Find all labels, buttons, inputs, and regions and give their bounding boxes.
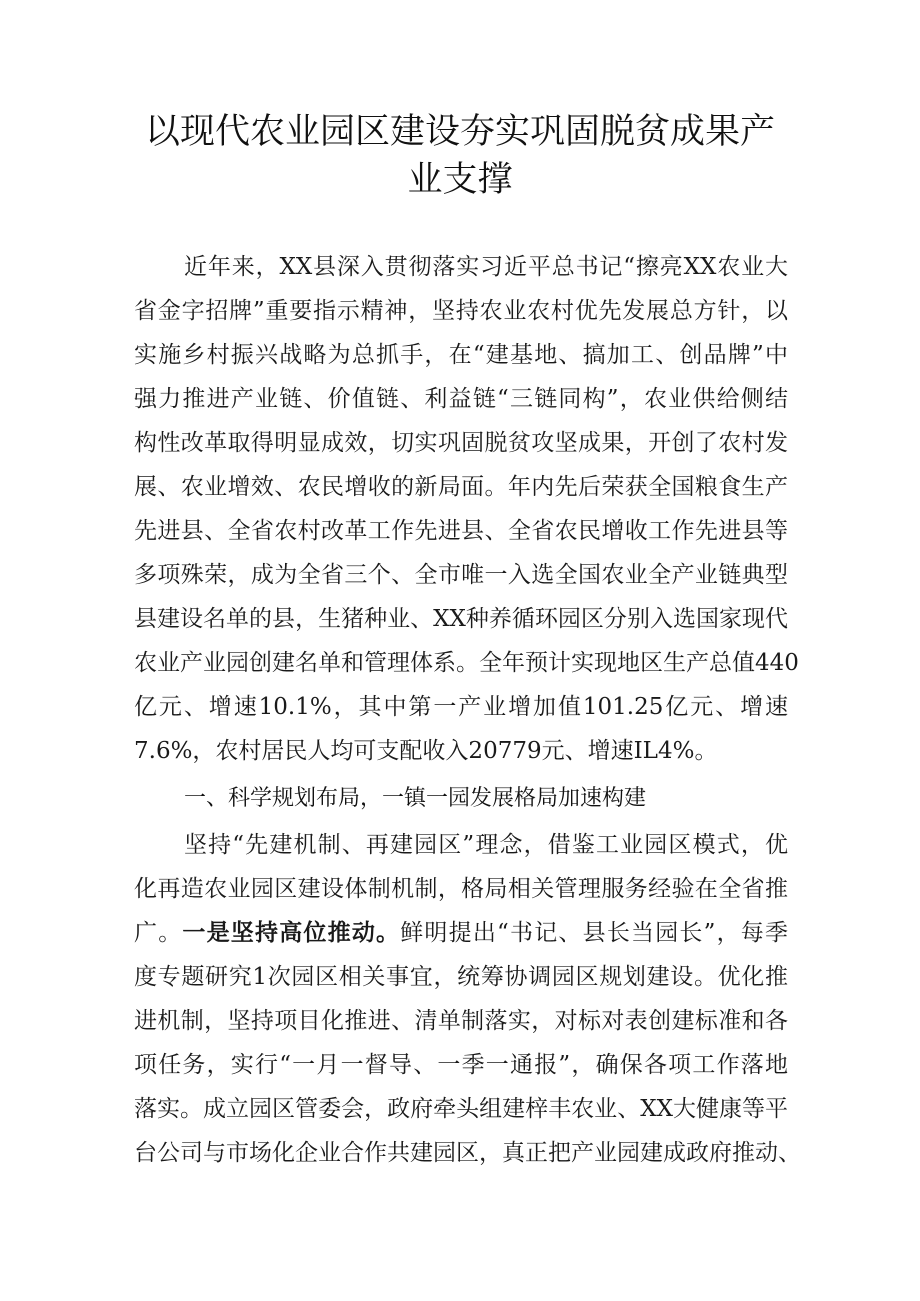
section-1-line: 度专题研究1次园区相关事宜，统筹协调园区规划建设。优化推 xyxy=(134,964,788,990)
document-title-line-2: 业支撑 xyxy=(407,160,513,200)
intro-line: 县建设名单的县，生猪种业、XX种养循环园区分别入选国家现代 xyxy=(134,606,788,632)
text-segment: 广。 xyxy=(134,920,183,946)
bold-lead-phrase: 一是坚持高位推动。 xyxy=(182,920,401,946)
intro-line: 实施乡村振兴战略为总抓手，在“建基地、搞加工、创品牌”中 xyxy=(134,342,788,368)
section-1-line: 进机制，坚持项目化推进、清单制落实，对标对表创建标准和各 xyxy=(134,1008,788,1034)
intro-line: 7.6%，农村居民人均可支配收入20779元、增速IL4%。 xyxy=(134,738,718,764)
section-1-line: 台公司与市场化企业合作共建园区，真正把产业园建成政府推动、 xyxy=(134,1140,801,1166)
text-segment: 鲜明提出“书记、县长当园长”，每季 xyxy=(400,920,788,946)
section-1-heading: 一、科学规划布局，一镇一园发展格局加速构建 xyxy=(184,786,647,811)
section-1-line: 坚持“先建机制、再建园区”理念，借鉴工业园区模式，优 xyxy=(184,832,788,858)
section-1-line: 化再造农业园区建设体制机制，格局相关管理服务经验在全省推 xyxy=(134,876,788,902)
intro-line: 省金字招牌”重要指示精神，坚持农业农村优先发展总方针，以 xyxy=(134,298,788,324)
intro-line: 多项殊荣，成为全省三个、全市唯一入选全国农业全产业链典型 xyxy=(134,562,788,588)
section-1-line: 项任务，实行“一月一督导、一季一通报”，确保各项工作落地 xyxy=(134,1052,788,1078)
intro-line: 亿元、增速10.1%，其中第一产业增加值101.25亿元、增速 xyxy=(134,694,788,720)
intro-line: 农业产业园创建名单和管理体系。全年预计实现地区生产总值440 xyxy=(134,650,799,676)
section-1-line: 落实。成立园区管委会，政府牵头组建梓丰农业、XX大健康等平 xyxy=(134,1096,788,1122)
document-title-line-1: 以现代农业园区建设夯实巩固脱贫成果产 xyxy=(144,112,775,152)
intro-line: 展、农业增效、农民增收的新局面。年内先后荣获全国粮食生产 xyxy=(134,474,788,500)
intro-line: 先进县、全省农村改革工作先进县、全省农民增收工作先进县等 xyxy=(134,518,788,544)
intro-line: 近年来，XX县深入贯彻落实习近平总书记“擦亮XX农业大 xyxy=(184,254,788,280)
section-1-line-with-bold xyxy=(134,916,788,950)
intro-line: 构性改革取得明显成效，切实巩固脱贫攻坚成果，开创了农村发 xyxy=(134,430,788,456)
intro-line: 强力推进产业链、价值链、利益链“三链同构”，农业供给侧结 xyxy=(134,386,788,412)
